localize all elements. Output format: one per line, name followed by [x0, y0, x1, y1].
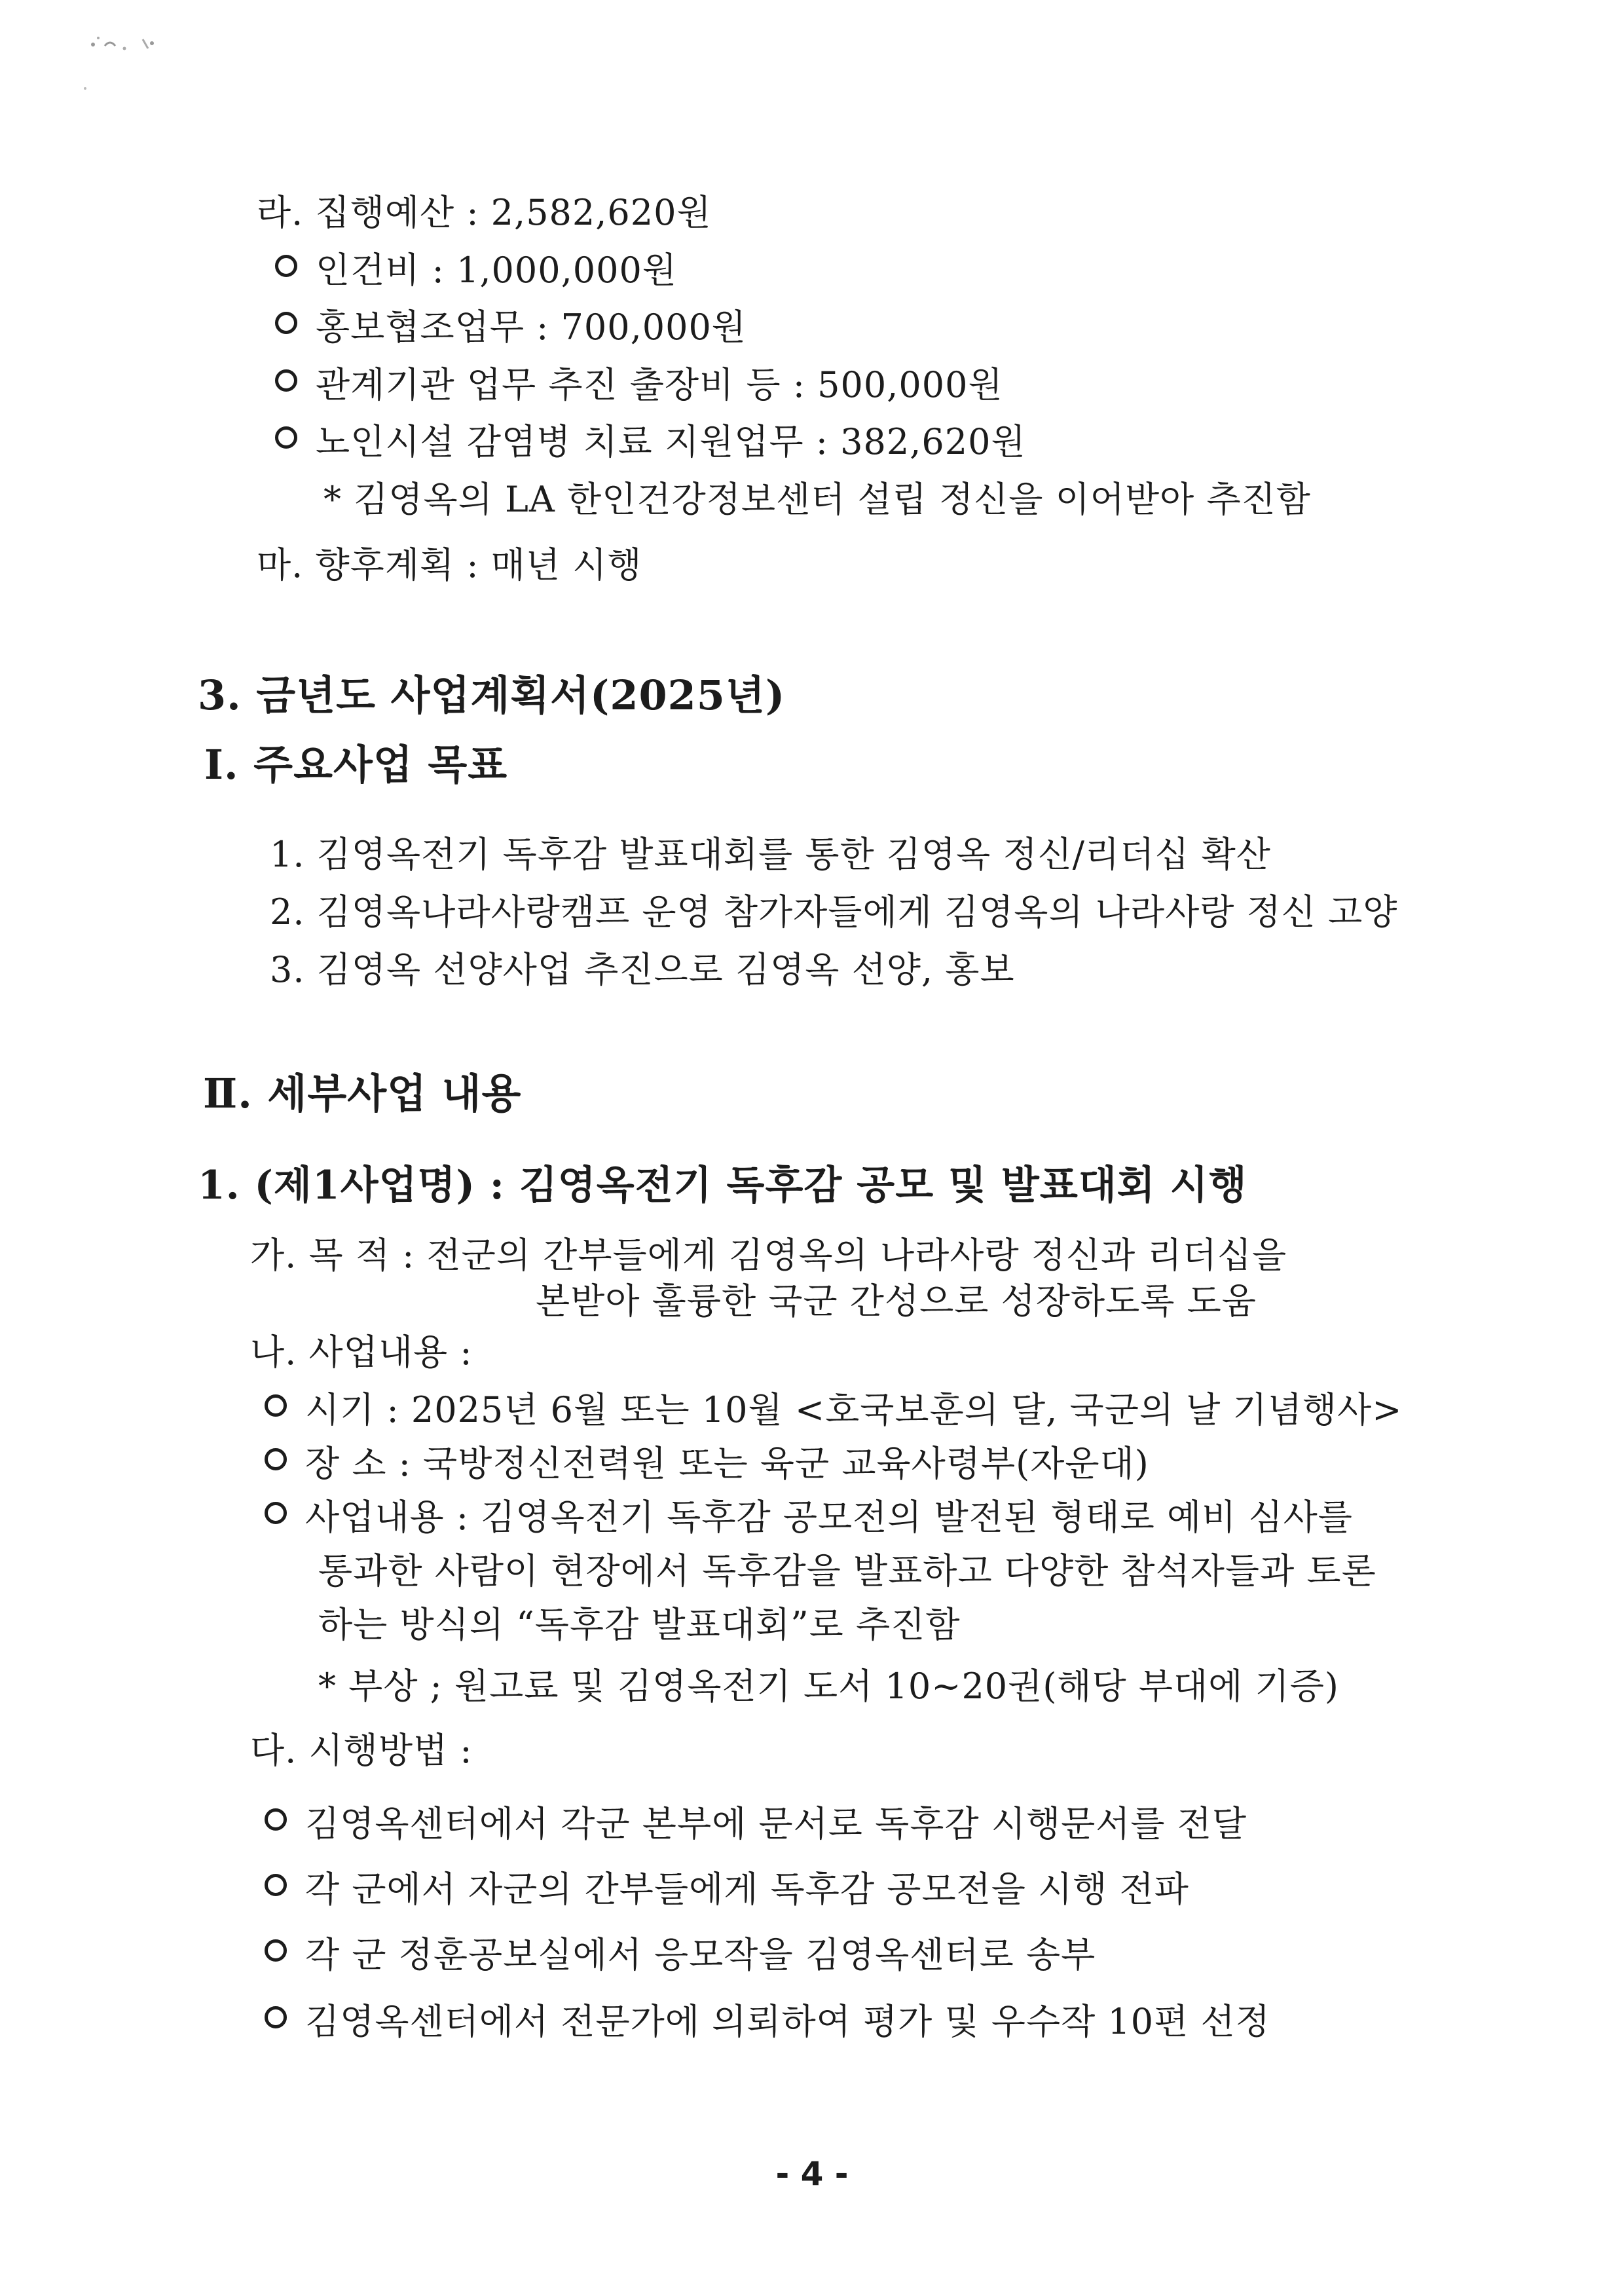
purpose-line: 본받아 훌륭한 국군 간성으로 성장하도록 도움 — [536, 1280, 1257, 1322]
purpose-line: 가. 목 적 : 전군의 간부들에게 김영옥의 나라사랑 정신과 리더십을 — [250, 1235, 1287, 1276]
content-item: 시기 : 2025년 6월 또는 10월 <호국보훈의 달, 국군의 날 기념행사> — [265, 1387, 1402, 1433]
content-continuation: 통과한 사람이 현장에서 독후감을 발표하고 다양한 참석자들과 토론 — [318, 1550, 1376, 1592]
method-item: 김영옥센터에서 각군 본부에 문서로 독후감 시행문서를 전달 — [265, 1801, 1247, 1847]
method-item: 각 군 정훈공보실에서 응모작을 김영옥센터로 송부 — [265, 1932, 1096, 1978]
content-note: * 부상 ; 원고료 및 김영옥전기 도서 10~20권(해당 부대에 기증) — [318, 1666, 1339, 1707]
goal-item: 2. 김영옥나라사랑캠프 운영 참가자들에게 김영옥의 나라사랑 정신 고양 — [270, 891, 1398, 933]
circle-bullet-icon — [265, 1502, 287, 1524]
project-title: 1. (제1사업명) : 김영옥전기 독후감 공모 및 발표대회 시행 — [198, 1163, 1247, 1208]
circle-bullet-icon — [265, 2006, 287, 2028]
budget-heading: 라. 집행예산 : 2,582,620원 — [257, 192, 712, 233]
section-title: 3. 금년도 사업계획서(2025년) — [198, 671, 786, 719]
budget-note: * 김영옥의 LA 한인건강정보센터 설립 정신을 이어받아 추진함 — [323, 479, 1311, 520]
budget-item: 노인시설 감염병 치료 지원업무 : 382,620원 — [275, 419, 1026, 465]
content-heading: 나. 사업내용 : — [250, 1332, 473, 1373]
circle-bullet-icon — [265, 1808, 287, 1831]
goal-item: 1. 김영옥전기 독후감 발표대회를 통한 김영옥 정신/리더십 확산 — [270, 834, 1271, 875]
budget-item: 홍보협조업무 : 700,000원 — [275, 305, 747, 350]
page-number: - 4 - — [775, 2155, 849, 2193]
part-title: Ⅰ. 주요사업 목표 — [204, 741, 508, 789]
goal-item: 3. 김영옥 선양사업 추진으로 김영옥 선양, 홍보 — [270, 949, 1015, 990]
circle-bullet-icon — [275, 369, 297, 392]
method-heading: 다. 시행방법 : — [250, 1730, 473, 1771]
circle-bullet-icon — [265, 1394, 287, 1417]
content-continuation: 하는 방식의 “독후감 발표대회”로 추진함 — [318, 1604, 961, 1645]
method-item: 김영옥센터에서 전문가에 의뢰하여 평가 및 우수작 10편 선정 — [265, 1999, 1270, 2045]
method-item: 각 군에서 자군의 간부들에게 독후감 공모전을 시행 전파 — [265, 1867, 1189, 1912]
circle-bullet-icon — [265, 1448, 287, 1470]
future-plan: 마. 향후계획 : 매년 시행 — [257, 544, 642, 586]
circle-bullet-icon — [265, 1939, 287, 1962]
circle-bullet-icon — [265, 1874, 287, 1896]
budget-item: 관계기관 업무 추진 출장비 등 : 500,000원 — [275, 362, 1003, 408]
circle-bullet-icon — [275, 426, 297, 449]
budget-item: 인건비 : 1,000,000원 — [275, 248, 677, 293]
scan-specks-icon — [79, 26, 236, 98]
part-title: Ⅱ. 세부사업 내용 — [203, 1070, 522, 1117]
circle-bullet-icon — [275, 255, 297, 277]
content-item: 장 소 : 국방정신전력원 또는 육군 교육사령부(자운대) — [265, 1441, 1149, 1487]
circle-bullet-icon — [275, 312, 297, 334]
content-item: 사업내용 : 김영옥전기 독후감 공모전의 발전된 형태로 예비 심사를 — [265, 1495, 1353, 1540]
